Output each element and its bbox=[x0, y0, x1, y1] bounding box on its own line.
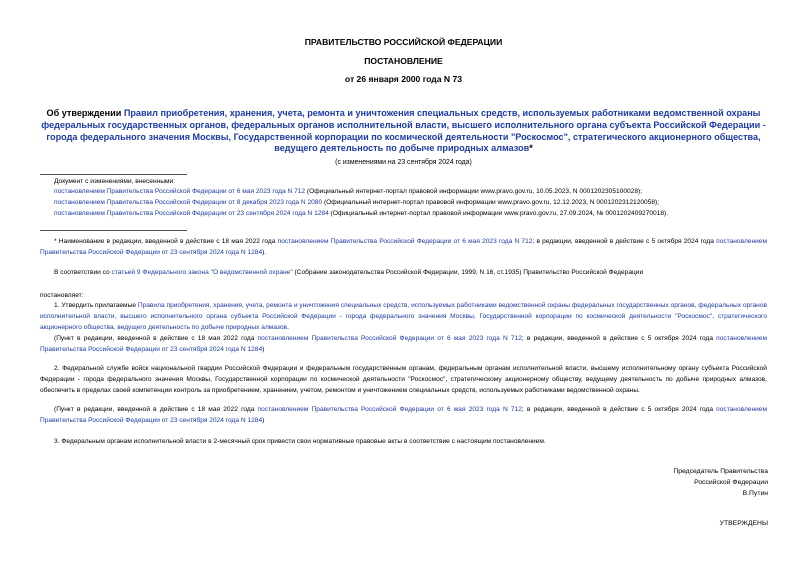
preamble-law-link[interactable]: статьей 9 Федерального закона "О ведомственной охране" bbox=[111, 269, 293, 276]
document-type-heading: ПОСТАНОВЛЕНИЕ bbox=[364, 56, 443, 66]
signature-name: В.Путин bbox=[742, 490, 768, 497]
changes-item bbox=[54, 208, 668, 219]
item-1-edition-note bbox=[40, 334, 767, 356]
government-heading: ПРАВИТЕЛЬСТВО РОССИЙСКОЙ ФЕДЕРАЦИИ bbox=[304, 37, 503, 47]
item-2-note-link-1284[interactable]: постановлением Правительства Российской Федерации от 23 сентября 2024 года N 1284 bbox=[40, 406, 768, 424]
signature-country: Российской Федерации bbox=[694, 479, 768, 486]
item-2-note-prefix: (Пункт в редакции, введенной в действие с 18 мая 2022 года bbox=[54, 406, 258, 413]
item-1-note-middle: ; в редакции, введенной в действие с 5 октября 2024 года bbox=[521, 335, 717, 342]
changes-top-divider bbox=[40, 174, 187, 175]
item-2-note-link-712[interactable]: постановлением Правительства Российской Федерации от 6 мая 2023 года N 712 bbox=[257, 406, 522, 413]
footnote-prefix: * Наименование в редакции, введенной в действие с 18 мая 2022 года bbox=[54, 238, 278, 245]
title-footnote-mark: * bbox=[529, 143, 533, 154]
footnote-middle: ; в редакции, введенной в действие с 5 октября 2024 года bbox=[532, 238, 717, 245]
document-date-number: от 26 января 2000 года N 73 bbox=[344, 74, 463, 84]
footnote-link-1284[interactable]: постановлением Правительства Российской Федерации от 23 сентября 2024 года N 1284 bbox=[40, 238, 767, 256]
item-2-edition-note bbox=[40, 405, 767, 427]
item-1-note-prefix: (Пункт в редакции, введенной в действие с 18 мая 2022 года bbox=[54, 335, 258, 342]
signature-position: Председатель Правительства bbox=[673, 468, 768, 475]
edition-note: (с изменениями на 23 сентября 2024 года) bbox=[335, 159, 472, 166]
changes-item bbox=[54, 197, 659, 208]
changes-link-2080[interactable]: постановлением Правительства Российской Федерации от 8 декабря 2023 года N 2080 bbox=[54, 199, 323, 206]
item-1-note-link-712[interactable]: постановлением Правительства Российской Федерации от 6 мая 2023 года N 712 bbox=[257, 335, 522, 342]
changes-link-1284[interactable]: постановлением Правительства Российской Федерации от 23 сентября 2024 года N 1284 bbox=[54, 210, 329, 217]
item-1-suffix: . bbox=[287, 323, 289, 331]
preamble-paragraph bbox=[54, 267, 643, 278]
changes-link-712[interactable]: постановлением Правительства Российской Федерации от 6 мая 2023 года N 712 bbox=[54, 188, 306, 195]
title-rules-link[interactable]: Правил приобретения, хранения, учета, ремонта и уничтожения специальных средств, используемых работниками ведомственной охраны федеральных государственных органов, федеральных органов исполнительной власти, высшего исполнительного органа субъекта Российской Федерации - города федерального значения Москвы, Государственной корпорации по космической деятельности "Роскосмос", стратегического акционерного общества, ведущего деятельность по добыче природных алмазов bbox=[41, 108, 766, 154]
item-2-note-suffix: ) bbox=[262, 416, 265, 424]
item-2-note-middle: ; в редакции, введенной в действие с 5 октября 2024 года bbox=[521, 406, 717, 413]
changes-text: (Официальный интернет-портал правовой информации www.pravo.gov.ru, 10.05.2023, N 0001202305100028); bbox=[305, 188, 643, 195]
title-prefix: Об утверждении bbox=[46, 108, 124, 118]
changes-bottom-divider bbox=[40, 230, 187, 231]
changes-heading: Документ с изменениями, внесенными: bbox=[54, 178, 176, 185]
changes-text: (Официальный интернет-портал правовой информации www.pravo.gov.ru, 12.12.2023, N 0001202312120058); bbox=[322, 199, 660, 206]
footnote-link-712[interactable]: постановлением Правительства Российской Федерации от 6 мая 2023 года N 712 bbox=[277, 238, 533, 245]
footnote-paragraph bbox=[40, 237, 767, 259]
item-1-paragraph bbox=[40, 301, 767, 334]
item-3-paragraph: 3. Федеральным органам исполнительной власти в 2-месячный срок привести свои нормативные правовые акты в соответствие с настоящим постановлением. bbox=[54, 438, 546, 445]
item-1-note-link-1284[interactable]: постановлением Правительства Российской Федерации от 23 сентября 2024 года N 1284 bbox=[40, 335, 768, 353]
item-1-prefix: 1. Утвердить прилагаемые bbox=[54, 302, 138, 309]
preamble-prefix: В соответствии со bbox=[54, 269, 112, 276]
approved-heading: УТВЕРЖДЕНЫ bbox=[719, 520, 768, 527]
decrees-word: постановляет: bbox=[40, 292, 84, 299]
item-1-rules-link[interactable]: Правила приобретения, хранения, учета, ремонта и уничтожения специальных средств, используемых работниками ведомственной охраны федеральных государственных органов, федеральных органов исполнительной власти, высшего исполнительного органа субъекта Российской Федерации - города федерального значения Москвы, Государственной корпорации по космической деятельности "Роскосмос", стратегического акционерного общества, ведущего деятельность по добыче природных алмазов bbox=[40, 302, 767, 331]
footnote-suffix: ). bbox=[262, 248, 267, 256]
document-title bbox=[40, 108, 767, 155]
item-1-note-suffix: ) bbox=[262, 345, 265, 353]
changes-text: (Официальный интернет-портал правовой информации www.pravo.gov.ru, 27.09.2024, № 0001202409270018). bbox=[328, 210, 669, 217]
changes-item bbox=[54, 186, 642, 197]
item-2-paragraph: 2. Федеральной службе войск национальной гвардии Российской Федерации и федеральным государственным органам, федеральным органам исполнительной власти, высшему исполнительному органу субъекта Российской Федерации - города федерального значения Москвы, Государственной корпорации по космической деятельности "Роскосмос", стратегическому акционерному обществу, ведущему деятельность по добыче природных алмазов, обеспечить в пределах своей компетенции контроль за приобретением, хранением, учетом, ремонтом и уничтожением специальных средств, используемых работниками ведомственной охраны. bbox=[40, 365, 767, 394]
preamble-suffix: (Собрание законодательства Российской Федерации, 1999, N 16, ст.1935) Правительство Российской Федерации bbox=[292, 269, 644, 276]
